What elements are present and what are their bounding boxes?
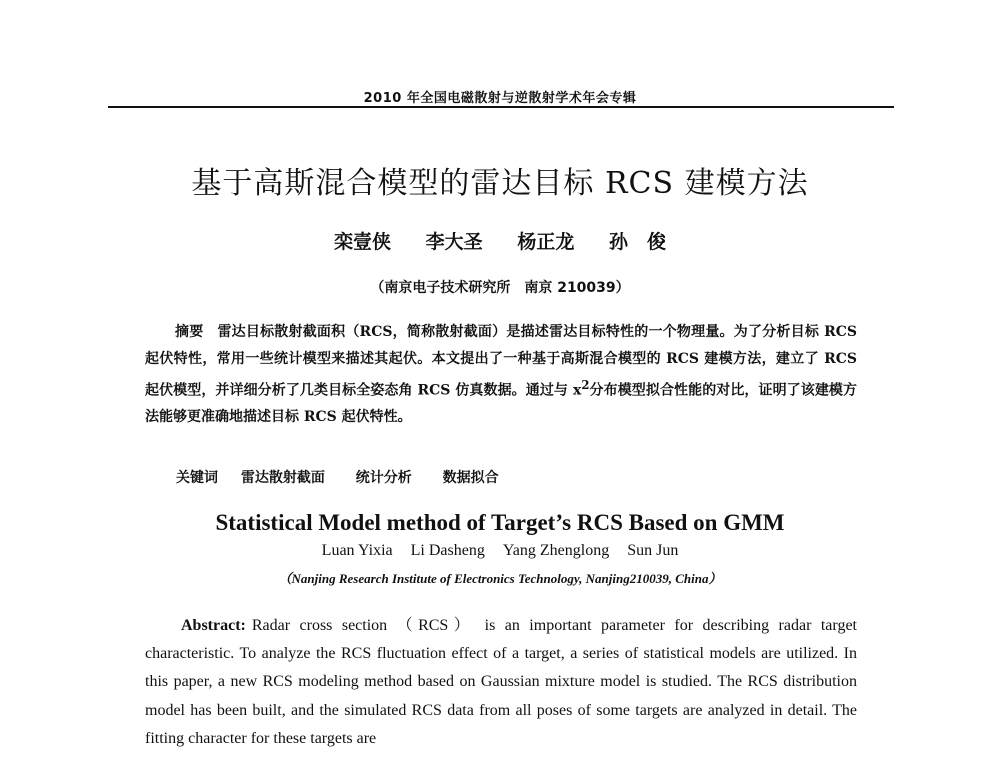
abstract-label-en: Abstract:: [181, 617, 246, 634]
keyword-zh: 数据拟合: [442, 470, 499, 486]
keywords-zh: [176, 467, 856, 487]
abstract-zh-superscript: 2: [581, 378, 590, 392]
authors-en: [0, 542, 1000, 560]
author-zh: 李大圣: [425, 231, 483, 253]
running-header: 2010 年全国电磁散射与逆散射学术年会专辑: [363, 91, 637, 106]
author-zh: 栾壹侠: [334, 231, 392, 253]
keyword-zh: 雷达散射截面: [240, 470, 325, 486]
abstract-zh-text-2: 分布模型拟合性能的对比，证明了该建模方法能够更准确地描述目标 RCS 起伏特性。: [145, 382, 858, 426]
abstract-label-zh: 摘要: [175, 324, 204, 340]
header-rule: [108, 106, 894, 108]
authors-zh: [0, 227, 1000, 254]
author-zh: 孙 俊: [608, 231, 666, 253]
author-en: Yang Zhenglong: [502, 542, 610, 559]
paper-title-zh: 基于高斯混合模型的雷达目标 RCS 建模方法: [191, 166, 809, 201]
keyword-zh: 统计分析: [355, 470, 412, 486]
author-en: Li Dasheng: [410, 542, 485, 559]
keywords-label-zh: 关键词: [176, 470, 218, 486]
affiliation-en: （Nanjing Research Institute of Electronics Technology, Nanjing210039, China）: [278, 571, 722, 586]
abstract-zh: [145, 319, 857, 431]
abstract-en-text: Radar cross section （RCS） is an important parameter for describing radar target characteristic. To analyze the RCS fluctuation effect of a target, a series of statistical models are utilized. In this paper, a new RCS modeling method based on Gaussian mixture model is studied. The RCS distribution model has been built, and the simulated RCS data from all poses of some targets are analyzed in detail. The fitting character for these targets are: [145, 617, 857, 747]
author-zh: 杨正龙: [517, 231, 575, 253]
abstract-en: [145, 612, 857, 753]
author-en: Sun Jun: [627, 542, 679, 559]
abstract-zh-text-1: 雷达目标散射截面积（RCS，简称散射截面）是描述雷达目标特性的一个物理量。为了分析目标 RCS 起伏特性，常用一些统计模型来描述其起伏。本文提出了一种基于高斯混合模型的 RCS 建模方法，建立了 RCS 起伏模型，并详细分析了几类目标全姿态角 RCS 仿真数据。通过与 x: [145, 324, 858, 399]
affiliation-zh: （南京电子技术研究所 南京 210039）: [370, 280, 630, 296]
paper-title-en: Statistical Model method of Target’s RCS Based on GMM: [215, 510, 785, 535]
author-en: Luan Yixia: [321, 542, 393, 559]
